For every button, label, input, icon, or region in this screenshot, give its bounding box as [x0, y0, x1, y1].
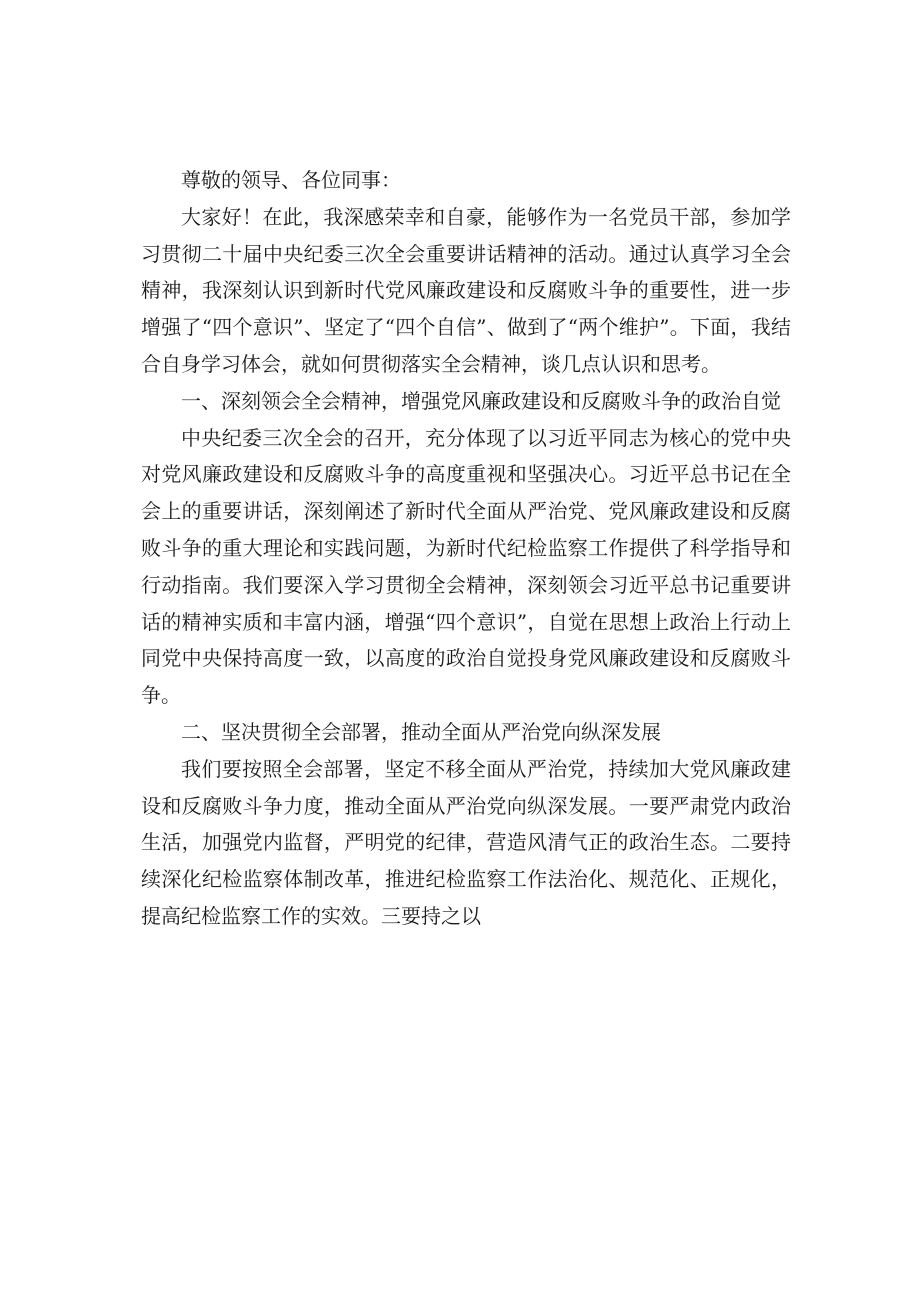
- salutation: 尊敬的领导、各位同事：: [181, 168, 401, 192]
- section-heading-2: 二、坚决贯彻全会部署，推动全面从严治党向纵深发展: [181, 719, 661, 744]
- paragraph-section-1: 中央纪委三次全会的召开，充分体现了以习近平同志为核心的党中央对党风廉政建设和反腐败斗争的高度重视和坚强决心。习近平总书记在全会上的重要讲话，深刻阐述了新时代全面从严治党、党风廉政建设和反腐败斗争的重大理论和实践问题，为新时代纪检监察工作提供了科学指导和行动指南。我们要深入学习贯彻全会精神，深刻领会习近平总书记重要讲话的精神实质和丰富内涵，增强“四个意识”，自觉在思想上政治上行动上同党中央保持高度一致，以高度的政治自觉投身党风廉政建设和反腐败斗争。: [141, 425, 791, 708]
- section-heading-1: 一、深刻领会全会精神，增强党风廉政建设和反腐败斗争的政治自觉: [181, 388, 781, 413]
- paragraph-section-2: 我们要按照全会部署，坚定不移全面从严治党，持续加大党风廉政建设和反腐败斗争力度，推动全面从严治党向纵深发展。一要严肃党内政治生活，加强党内监督，严明党的纪律，营造风清气正的政治生态。二要持续深化纪检监察体制改革，推进纪检监察工作法治化、规范化、正规化，提高纪检监察工作的实效。三要持之以: [141, 756, 791, 928]
- paragraph-greeting: 大家好！在此，我深感荣幸和自豪，能够作为一名党员干部，参加学习贯彻二十届中央纪委三次全会重要讲话精神的活动。通过认真学习全会精神，我深刻认识到新时代党风廉政建设和反腐败斗争的重要性，进一步增强了“四个意识”、坚定了“四个自信”、做到了“两个维护”。下面，我结合自身学习体会，就如何贯彻落实全会精神，谈几点认识和思考。: [141, 204, 791, 376]
- document-body: [141, 162, 791, 935]
